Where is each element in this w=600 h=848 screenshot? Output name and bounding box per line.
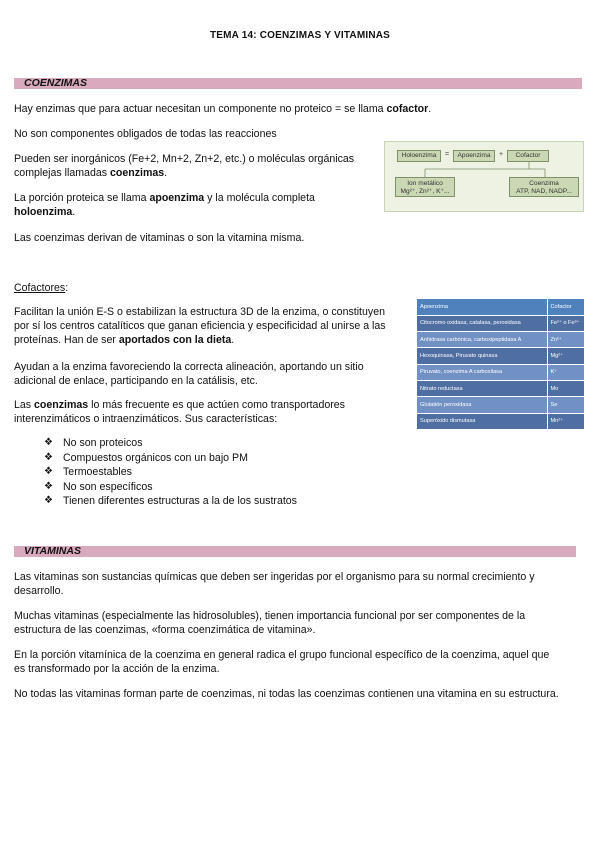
table-cell: Piruvato, coenzima A carboxilasa — [417, 364, 547, 380]
text-line: desarrollo. — [14, 585, 64, 597]
section-band-coenzimas — [14, 78, 582, 89]
text-line: ATP, NAD, NADP... — [516, 188, 572, 195]
paragraph-hidrosolubles — [14, 609, 525, 637]
table-header-row — [417, 299, 584, 315]
text: . — [164, 167, 168, 179]
table-cell: Zn²⁺ — [547, 332, 584, 348]
text-line — [14, 166, 354, 180]
cofactores-heading — [14, 281, 68, 295]
paragraph-inorganic — [14, 152, 354, 180]
paragraph-apoenzima — [14, 191, 315, 219]
paragraph-facilitan — [14, 305, 386, 347]
bold-term-coenzimas: coenzimas — [34, 399, 89, 411]
bold-term-coenzimas: coenzimas — [109, 167, 165, 179]
cofactor-box: Cofactor — [507, 150, 549, 162]
holoenzima-box: Holoenzima — [397, 150, 441, 162]
table-row — [417, 380, 584, 396]
text-line — [14, 398, 345, 412]
text-line: Coenzima — [529, 180, 559, 187]
diamond-bullet-icon: ❖ — [44, 437, 53, 448]
text-line: Las vitaminas son sustancias químicas que deben ser ingeridas por el organismo para su normal crecimiento y — [14, 571, 535, 583]
text-line: adicional de enlace, participando en la catálisis, etc. — [14, 375, 258, 387]
text: : — [65, 282, 69, 294]
table-cell: Superóxido dismutasa — [417, 413, 547, 429]
text-line: estructura de las coenzimas, «forma coenzimática de vitamina». — [14, 624, 316, 636]
text-line: Ayudan a la enzima favoreciendo la correcta alineación, aportando un sitio — [14, 361, 364, 373]
list-item — [42, 465, 297, 480]
table-row — [417, 315, 584, 331]
table-cell: Mg²⁺ — [547, 348, 584, 364]
apoenzima-box: Apoenzima — [453, 150, 495, 162]
cofactor-table — [417, 299, 584, 430]
table-row — [417, 397, 584, 413]
paragraph-not-obligatory: No son componentes obligados de todas las reacciones — [14, 128, 277, 140]
text: . — [428, 103, 432, 115]
holoenzima-diagram — [384, 141, 584, 212]
list-item-text: Compuestos orgánicos con un bajo PM — [63, 451, 248, 464]
text: y la molécula completa — [204, 192, 315, 204]
text: . — [231, 334, 235, 346]
coenzima-box — [509, 177, 579, 197]
list-item-text: No son proteicos — [63, 437, 143, 449]
paragraph-derivan: Las coenzimas derivan de vitaminas o son la vitamina misma. — [14, 232, 305, 244]
diamond-bullet-icon: ❖ — [44, 466, 53, 477]
text: Las — [14, 399, 35, 411]
text-line: por sí los centros catalíticos que ganan eficiencia y especificidad al unirse a las — [14, 320, 386, 332]
table-cell: K⁺ — [547, 364, 584, 380]
text: Hay enzimas que para actuar necesitan un componente no proteico = se llama — [14, 103, 387, 115]
section-heading-coenzimas: COENZIMAS — [24, 77, 87, 89]
table-row — [417, 413, 584, 429]
text-line — [14, 191, 315, 205]
list-item-text: Tienen diferentes estructuras a la de los sustratos — [63, 495, 297, 507]
table-cell: Hexoquinasa, Piruvato quinasa — [417, 348, 547, 364]
table-row — [417, 364, 584, 380]
section-band-vitaminas — [14, 546, 576, 557]
text: Cofactores — [14, 282, 66, 294]
section-heading-vitaminas: VITAMINAS — [24, 545, 81, 557]
text-line — [14, 333, 386, 347]
table-cell: Mo — [547, 380, 584, 396]
column-header-apoenzima: Apoenzima — [417, 299, 547, 315]
list-item — [42, 451, 297, 466]
diamond-bullet-icon: ❖ — [44, 480, 53, 492]
list-item — [42, 436, 297, 451]
bold-term-dieta: aportados con la dieta — [118, 334, 232, 346]
text-line: Muchas vitaminas (especialmente las hidrosolubles), tienen importancia funcional por ser componentes de la — [14, 610, 526, 622]
characteristics-list — [42, 436, 297, 509]
text: lo más frecuente es que actúen como transportadores — [88, 399, 345, 411]
text-line: En la porción vitamínica de la coenzima en general radica el grupo funcional específico de la coenzima, aquel que — [14, 649, 550, 661]
text: La porción proteica se llama — [14, 192, 150, 204]
table-cell: Nitrato reductasa — [417, 380, 547, 396]
bold-term-holoenzima: holoenzima — [14, 206, 73, 218]
text: complejas llamadas — [14, 167, 110, 179]
paragraph-cofactor — [14, 102, 431, 116]
table-cell: Se — [547, 397, 584, 413]
paragraph-no-todas: No todas las vitaminas forman parte de coenzimas, ni todas las coenzimas contienen una vitamina en su estructura. — [14, 688, 559, 700]
text-line — [14, 205, 315, 219]
table-row — [417, 332, 584, 348]
paragraph-vitaminas-sustancias — [14, 570, 535, 598]
table-cell: Glutatión peroxidasa — [417, 397, 547, 413]
diamond-bullet-icon: ❖ — [44, 451, 53, 463]
table-cell: Fe²⁺ o Fe³⁺ — [547, 315, 584, 331]
list-item-text: Termoestables — [63, 466, 132, 478]
equals-sign: = — [445, 151, 450, 158]
text-line: interenzimáticos o intraenzimáticos. Sus características: — [14, 413, 278, 425]
plus-sign: + — [499, 151, 504, 158]
paragraph-ayudan — [14, 360, 364, 388]
bold-term-apoenzima: apoenzima — [149, 192, 205, 204]
table-cell: Mn²⁺ — [547, 413, 584, 429]
text-line: Ion metálico — [407, 180, 443, 187]
table-cell: Anhidrasa carbónica, carboxipeptidasa A — [417, 332, 547, 348]
text-line: Facilitan la unión E-S o estabilizan la estructura 3D de la enzima, o constituyen — [14, 306, 385, 318]
list-item — [42, 480, 297, 495]
text-line: Pueden ser inorgánicos (Fe+2, Mn+2, Zn+2, etc.) o moléculas orgánicas — [14, 153, 355, 165]
text: . — [72, 206, 76, 218]
list-item-text: No son específicos — [63, 480, 153, 493]
table-row — [417, 348, 584, 364]
text-line: Mg²⁺, Zn²⁺, K⁺... — [400, 188, 450, 195]
paragraph-coenzimas-transportadores — [14, 398, 345, 426]
table-cell: Citocromo oxidasa, catalasa, peroxidasa — [417, 315, 547, 331]
paragraph-porcion-vitaminica — [14, 648, 549, 676]
list-item — [42, 494, 297, 509]
ion-metalico-box — [395, 177, 455, 197]
diamond-bullet-icon: ❖ — [44, 495, 53, 506]
column-header-cofactor: Cofactor — [547, 299, 584, 315]
bold-term-cofactor: cofactor — [386, 103, 429, 115]
text-line: es transformado por la acción de la enzima. — [14, 663, 220, 675]
text: proteínas. Han de ser — [14, 334, 119, 346]
page-title: TEMA 14: COENZIMAS Y VITAMINAS — [209, 30, 391, 41]
